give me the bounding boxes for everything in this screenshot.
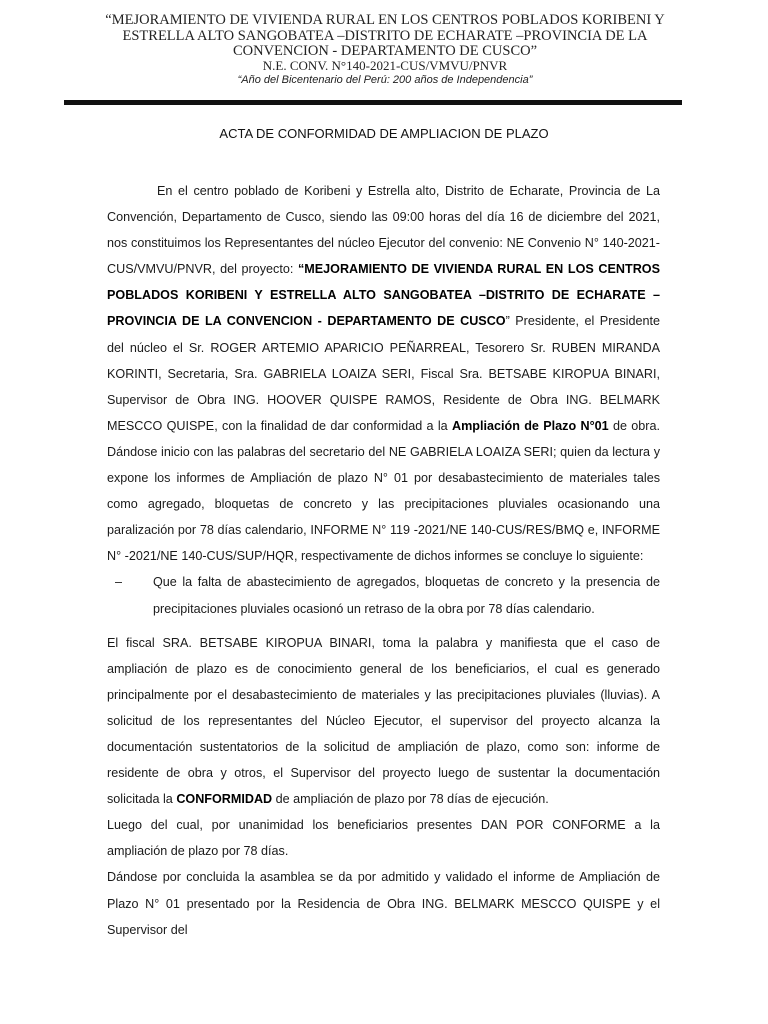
document-body: [107, 178, 660, 943]
header-divider: [64, 100, 682, 105]
header-project-title: “MEJORAMIENTO DE VIVIENDA RURAL EN LOS CENTROS POBLADOS KORIBENI Y ESTRELLA ALTO SANGOBATEA –DISTRITO DE ECHARATE –PROVINCIA DE LA CONVENCION - DEPARTAMENTO DE CUSCO”: [105, 12, 665, 59]
paragraph-conclusion: Dándose por concluida la asamblea se da por admitido y validado el informe de Ampliación de Plazo N° 01 presentado por la Residencia de Obra ING. BELMARK MESCCO QUISPE y el Supervisor del: [107, 870, 660, 937]
paragraph-opening: [107, 178, 660, 569]
paragraph-opening-text-a: En el centro poblado de Koribeni y Estrella alto, Distrito de Echarate, Provincia de La Convención, Departamento de Cusco, siendo las 09:00 horas del día 16 de diciembre del 2021, nos constituimos los Representantes del núcleo Ejecutor del convenio: NE Convenio N° 140-2021-CUS/VMVU/PNVR, del proyecto:: [107, 184, 660, 277]
bullet-item: [107, 569, 660, 621]
paragraph-opening-text-c: de obra. Dándose inicio con las palabras del secretario del NE GABRIELA LOAIZA SERI; quien da lectura y expone los informes de Ampliación de plazo N° 01 por desabastecimiento de materiales tales como agregado, bloquetas de concreto y las precipitaciones pluviales ocasionando una paralización por 78 días calendario, INFORME N° 119 -2021/NE 140-CUS/RES/BMQ e, INFORME N° -2021/NE 140-CUS/SUP/HQR, respectivamente de dichos informes se concluye lo siguiente:: [107, 418, 660, 564]
header-convenio: N.E. CONV. N°140-2021-CUS/VMVU/PNVR: [262, 58, 508, 73]
bullet-text: Que la falta de abastecimiento de agregados, bloquetas de concreto y la presencia de precipitaciones pluviales ocasionó un retraso de la obra por 78 días calendario.: [153, 575, 660, 616]
paragraph-unanimidad: Luego del cual, por unanimidad los beneficiarios presentes DAN POR CONFORME a la ampliación de plazo por 78 días.: [107, 818, 660, 859]
header-motto: “Año del Bicentenario del Perú: 200 años de Independencia”: [237, 74, 533, 86]
conformidad-bold: CONFORMIDAD: [176, 792, 273, 807]
ampliacion-bold: Ampliación de Plazo N°01: [452, 418, 609, 433]
bullet-dash: –: [115, 575, 123, 590]
paragraph-fiscal: [107, 630, 660, 813]
paragraph-fiscal-text-b: de ampliación de plazo por 78 días de ejecución.: [272, 792, 549, 807]
project-name-bold: “MEJORAMIENTO DE VIVIENDA RURAL EN LOS CENTROS POBLADOS KORIBENI Y ESTRELLA ALTO SANGOBATEA –DISTRITO DE ECHARATE – PROVINCIA DE LA CONVENCION - DEPARTAMENTO DE CUSCO: [107, 262, 660, 329]
document-title: ACTA DE CONFORMIDAD DE AMPLIACION DE PLAZO: [219, 126, 549, 141]
paragraph-opening-text-b: ” Presidente, el Presidente del núcleo el Sr. ROGER ARTEMIO APARICIO PEÑARREAL, Tesorero Sr. RUBEN MIRANDA KORINTI, Secretaria, Sra. GABRIELA LOAIZA SERI, Fiscal Sra. BETSABE KIROPUA BINARI, Supervisor de Obra ING. HOOVER QUISPE RAMOS, Residente de Obra ING. BELMARK MESCCO QUISPE, con la finalidad de dar conformidad a la: [107, 314, 660, 433]
spacer: [107, 622, 660, 630]
paragraph-fiscal-text-a: El fiscal SRA. BETSABE KIROPUA BINARI, toma la palabra y manifiesta que el caso de ampliación de plazo es de conocimiento general de los beneficiarios, el cual es generado principalmente por el desabastecimiento de materiales y las precipitaciones pluviales (lluvias). A solicitud de los representantes del Núcleo Ejecutor, el supervisor del proyecto alcanza la documentación sustentatorios de la solicitud de ampliación de plazo, como son: informe de residente de obra y otros, el Supervisor del proyecto luego de sustentar la documentación solicitada la: [107, 635, 660, 807]
